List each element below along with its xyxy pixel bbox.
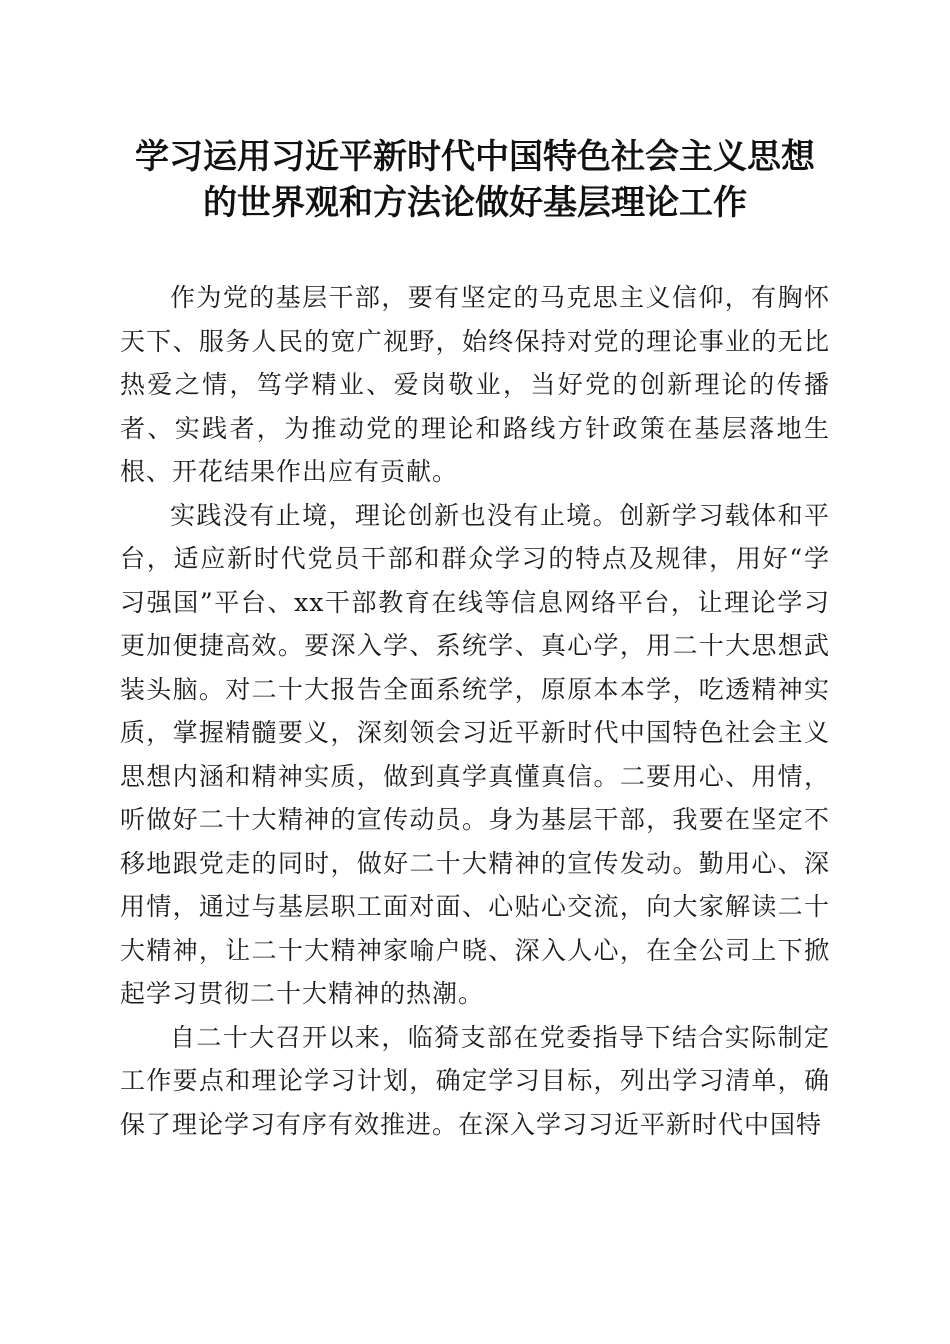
paragraph-2: 实践没有止境，理论创新也没有止境。创新学习载体和平台，适应新时代党员干部和群众学习的特点及规律，用好“学习强国”平台、xx干部教育在线等信息网络平台，让理论学习更加便捷高效。要深入学、系统学、真心学，用二十大思想武装头脑。对二十大报告全面系统学，原原本本学，吃透精神实质，掌握精髓要义，深刻领会习近平新时代中国特色社会主义思想内涵和精神实质，做到真学真懂真信。二要用心、用情，听做好二十大精神的宣传动员。身为基层干部，我要在坚定不移地跟党走的同时，做好二十大精神的宣传发动。勤用心、深用情，通过与基层职工面对面、心贴心交流，向大家解读二十大精神，让二十大精神家喻户晓、深入人心，在全公司上下掀起学习贯彻二十大精神的热潮。 [120, 500, 830, 1008]
title-line-2: 的世界观和方法论做好基层理论工作 [203, 183, 747, 223]
paragraph-3: 自二十大召开以来，临猗支部在党委指导下结合实际制定工作要点和理论学习计划，确定学习目标，列出学习清单，确保了理论学习有序有效推进。在深入学习习近平新时代中国特 [120, 1022, 830, 1139]
document-title [100, 134, 850, 226]
paragraph-1: 作为党的基层干部，要有坚定的马克思主义信仰，有胸怀天下、服务人民的宽广视野，始终保持对党的理论事业的无比热爱之情，笃学精业、爱岗敬业，当好党的创新理论的传播者、实践者，为推动党的理论和路线方针政策在基层落地生根、开花结果作出应有贡献。 [120, 283, 830, 486]
title-line-1: 学习运用习近平新时代中国特色社会主义思想 [135, 137, 815, 177]
document-body [120, 276, 830, 1146]
